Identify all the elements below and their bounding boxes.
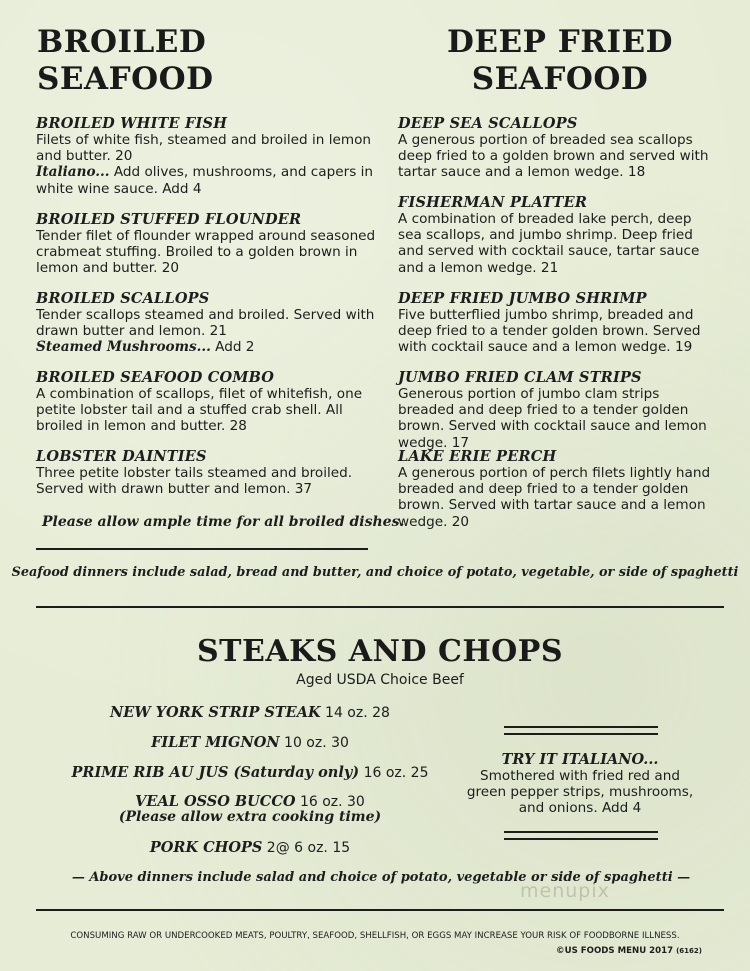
broiled-title-line1: BROILED bbox=[37, 24, 207, 60]
broiled-item bbox=[36, 115, 376, 197]
fried-item bbox=[398, 115, 718, 181]
menu-item-name: LAKE ERIE PERCH bbox=[398, 448, 557, 465]
italiano-rule-top bbox=[504, 726, 658, 728]
steak-name: PORK CHOPS bbox=[149, 839, 263, 856]
menu-item-name: LOBSTER DAINTIES bbox=[36, 448, 207, 465]
broiled-item bbox=[36, 448, 376, 497]
steak-dinners-note: — Above dinners include salad and choice of potato, vegetable or side of spaghetti — bbox=[71, 870, 691, 885]
broiled-divider bbox=[36, 548, 368, 550]
seafood-dinners-note: Seafood dinners include salad, bread and butter, and choice of potato, vegetable, or side of spaghetti bbox=[11, 565, 739, 580]
broiled-item bbox=[36, 290, 376, 356]
broiled-seafood-title bbox=[37, 24, 213, 98]
steak-name: NEW YORK STRIP STEAK bbox=[110, 704, 321, 721]
deep-fried-seafood-title bbox=[410, 24, 710, 98]
menu-item-name: DEEP FRIED JUMBO SHRIMP bbox=[398, 290, 647, 307]
fried-title-line2: SEAFOOD bbox=[471, 61, 649, 97]
footer-divider bbox=[36, 909, 724, 911]
broiled-title-line2: SEAFOOD bbox=[37, 61, 214, 97]
menu-item-description: Tender scallops steamed and broiled. Served with drawn butter and lemon. 21 bbox=[36, 307, 375, 340]
menu-item-description: Filets of white fish, steamed and broiled in lemon and butter. 20 bbox=[36, 132, 372, 165]
addon-description: Add 2 bbox=[210, 339, 255, 356]
menu-item-addon bbox=[36, 339, 376, 355]
seafood-divider bbox=[36, 606, 724, 608]
fried-item bbox=[398, 369, 718, 451]
menupix-watermark: menupix bbox=[520, 880, 610, 902]
menu-item-description: A combination of breaded lake perch, deep sea scallops, and jumbo shrimp. Deep fried and served with cocktail sauce, tartar sauce and a lemon wedge. 21 bbox=[398, 211, 700, 276]
menu-code: (6162) bbox=[676, 947, 702, 955]
menu-item-name: BROILED SEAFOOD COMBO bbox=[36, 369, 275, 386]
fried-item bbox=[398, 448, 718, 530]
menu-item-name: BROILED STUFFED FLOUNDER bbox=[36, 211, 302, 228]
addon-name: Steamed Mushrooms... bbox=[36, 339, 211, 356]
steak-name: VEAL OSSO BUCCO bbox=[135, 793, 296, 810]
italiano-description: Smothered with fried red and green pepper strips, mushrooms, and onions. Add 4 bbox=[466, 768, 694, 817]
steak-item bbox=[60, 764, 440, 781]
menu-item-description: Three petite lobster tails steamed and broiled. Served with drawn butter and lemon. 37 bbox=[36, 465, 353, 498]
menu-item-description: Generous portion of jumbo clam strips breaded and deep fried to a tender golden brown. Served with cocktail sauce and lemon wedge. 17 bbox=[398, 386, 707, 451]
broiled-item bbox=[36, 211, 376, 277]
steak-detail: 14 oz. 28 bbox=[320, 705, 390, 721]
italiano-rule-top-2 bbox=[504, 733, 658, 735]
menu-item-name: BROILED SCALLOPS bbox=[36, 290, 210, 307]
italiano-box bbox=[460, 751, 700, 817]
steaks-title: STEAKS AND CHOPS bbox=[196, 634, 564, 669]
broiled-note: Please allow ample time for all broiled dishes. bbox=[42, 514, 405, 530]
steak-item bbox=[60, 793, 440, 810]
menu-item-name: BROILED WHITE FISH bbox=[36, 115, 228, 132]
steaks-subtitle: Aged USDA Choice Beef bbox=[296, 672, 464, 688]
menu-item-addon bbox=[36, 164, 376, 196]
addon-name: Italiano... bbox=[36, 164, 110, 181]
fried-item bbox=[398, 194, 718, 276]
menu-item-name: FISHERMAN PLATTER bbox=[398, 194, 588, 211]
fried-title-line1: DEEP FRIED bbox=[446, 24, 674, 60]
menu-item-description: A generous portion of breaded sea scallops deep fried to a golden brown and served with tartar sauce and a lemon wedge. 18 bbox=[398, 132, 709, 181]
menu-item-name: DEEP SEA SCALLOPS bbox=[398, 115, 578, 132]
menu-item-description: Five butterflied jumbo shrimp, breaded and deep fried to a tender golden brown. Served with cocktail sauce and a lemon wedge. 19 bbox=[398, 307, 701, 356]
italiano-rule-bottom-2 bbox=[504, 838, 658, 840]
fried-item bbox=[398, 290, 718, 356]
broiled-item bbox=[36, 369, 376, 435]
steak-detail: 2@ 6 oz. 15 bbox=[262, 840, 351, 856]
steak-item bbox=[60, 734, 440, 751]
italiano-title: TRY IT ITALIANO... bbox=[501, 751, 659, 768]
steak-item bbox=[60, 704, 440, 721]
steak-detail: 16 oz. 25 bbox=[359, 765, 429, 781]
italiano-rule-bottom bbox=[504, 831, 658, 833]
steak-name: PRIME RIB AU JUS (Saturday only) bbox=[71, 764, 360, 781]
menu-item-description: A combination of scallops, filet of whitefish, one petite lobster tail and a stuffed crab shell. All broiled in lemon and butter. 28 bbox=[36, 386, 363, 435]
steak-name: FILET MIGNON bbox=[151, 734, 280, 751]
steak-note: (Please allow extra cooking time) bbox=[118, 809, 382, 825]
copyright bbox=[556, 946, 702, 956]
copyright-text: ©US FOODS MENU 2017 bbox=[556, 946, 674, 956]
food-safety-warning: CONSUMING RAW OR UNDERCOOKED MEATS, POULTRY, SEAFOOD, SHELLFISH, OR EGGS MAY INCREASE YOUR RISK OF FOODBORNE ILLNESS. bbox=[70, 931, 680, 941]
menu-item-description: Tender filet of flounder wrapped around seasoned crabmeat stuffing. Broiled to a golden brown in lemon and butter. 20 bbox=[36, 228, 376, 277]
menu-item-name: JUMBO FRIED CLAM STRIPS bbox=[398, 369, 642, 386]
steak-detail: 16 oz. 30 bbox=[295, 794, 365, 810]
steak-item bbox=[60, 839, 440, 856]
addon-description: Add olives, mushrooms, and capers in white wine sauce. Add 4 bbox=[36, 164, 373, 197]
steak-detail: 10 oz. 30 bbox=[279, 735, 349, 751]
menu-item-description: A generous portion of perch filets lightly hand breaded and deep fried to a tender golden brown. Served with tartar sauce and a lemon wedge. 20 bbox=[398, 465, 711, 530]
